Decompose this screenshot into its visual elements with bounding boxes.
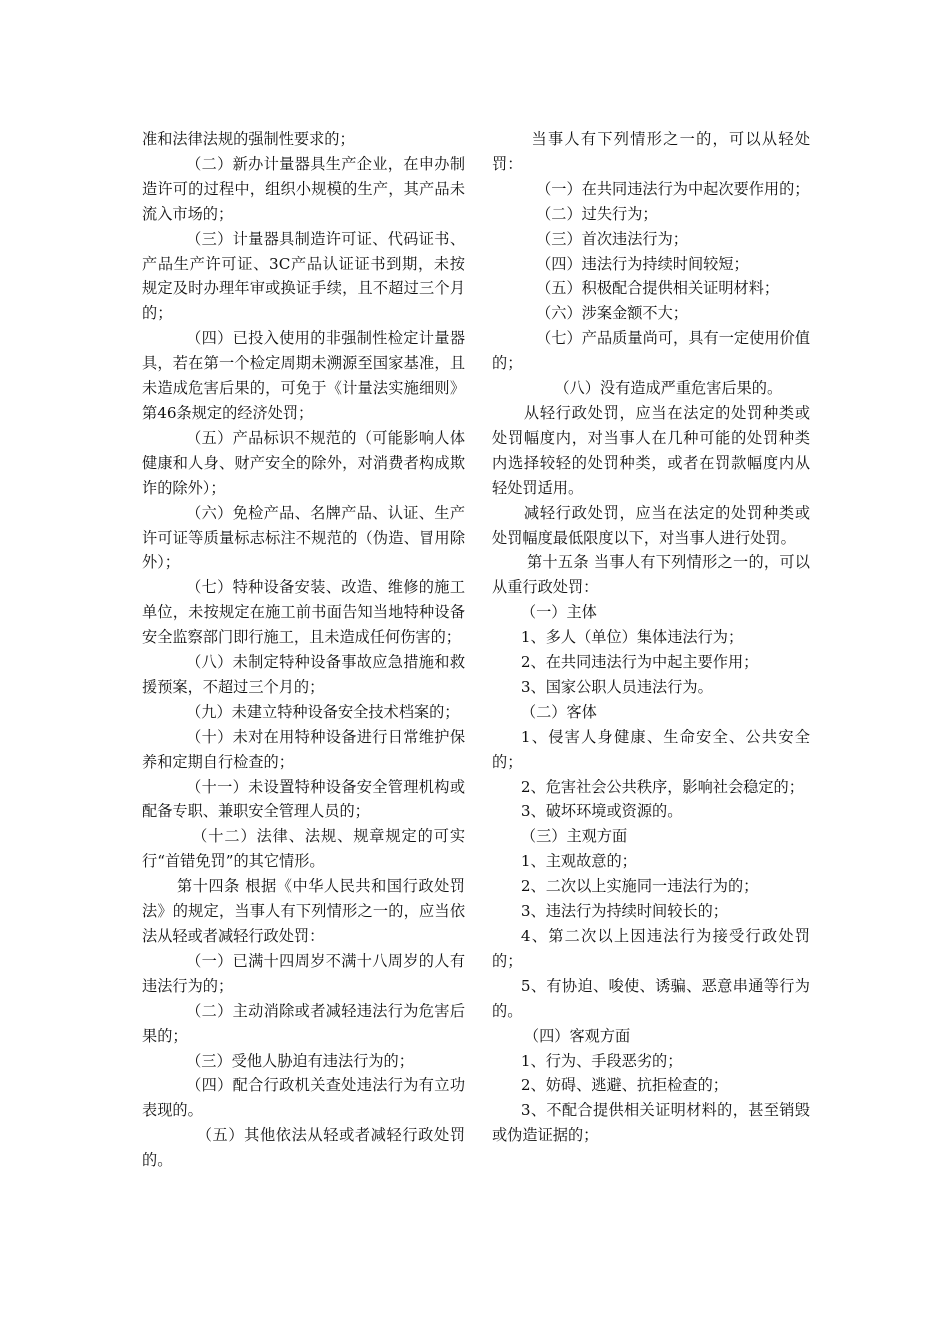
list-item: 3、破坏环境或资源的。: [520, 802, 683, 821]
list-item: 2、在共同违法行为中起主要作用；: [520, 653, 759, 672]
paragraph: （十）未对在用特种设备进行日常维护保养和定期自行检查的；: [142, 727, 465, 771]
list-item: 4、第二次以上因违法行为接受行政处罚的；: [492, 927, 810, 970]
paragraph: （五）积极配合提供相关证明材料；: [536, 279, 780, 298]
paragraph: （六）免检产品、名牌产品、认证、生产许可证等质量标志标注不规范的（伪造、冒用除外）；: [142, 503, 465, 572]
paragraph: （一）在共同违法行为中起次要作用的；: [536, 179, 810, 198]
article-heading: 第十五条 当事人有下列情形之一的，可以从重行政处罚：: [492, 553, 810, 597]
paragraph: （四）违法行为持续时间较短；: [536, 254, 749, 273]
list-item: 2、二次以上实施同一违法行为的；: [520, 877, 759, 896]
paragraph: （四）配合行政机关查处违法行为有立功表现的。: [142, 1076, 465, 1120]
list-item: 1、行为、手段恶劣的；: [520, 1051, 683, 1070]
list-item: 1、侵害人身健康、生命安全、公共安全的；: [492, 727, 810, 771]
paragraph: （五）产品标识不规范的（可能影响人体健康和人身、财产安全的除外，对消费者构成欺诈的除外）；: [142, 428, 465, 497]
paragraph: （五）其他依法从轻或者减轻行政处罚的。: [142, 1126, 465, 1170]
paragraph: 当事人有下列情形之一的，可以从轻处罚：: [492, 130, 810, 173]
list-item: 5、有协迫、唆使、诱骗、恶意串通等行为的。: [492, 976, 810, 1020]
list-item: 1、多人（单位）集体违法行为；: [520, 628, 744, 647]
list-item: 3、违法行为持续时间较长的；: [520, 902, 728, 921]
section-heading: （三）主观方面: [520, 827, 628, 846]
paragraph: （六）涉案金额不大；: [536, 304, 688, 323]
list-item: 3、不配合提供相关证明材料的，甚至销毁或伪造证据的；: [492, 1101, 810, 1145]
paragraph: （十一）未设置特种设备安全管理机构或配备专职、兼职安全管理人员的；: [142, 777, 465, 821]
paragraph: （二）主动消除或者减轻违法行为危害后果的；: [142, 1001, 465, 1045]
paragraph: 减轻行政处罚，应当在法定的处罚种类或处罚幅度最低限度以下，对当事人进行处罚。: [492, 503, 810, 547]
paragraph: （十二）法律、法规、规章规定的可实行“首错免罚”的其它情形。: [142, 827, 465, 871]
paragraph: （七）产品质量尚可，具有一定使用价值的；: [492, 329, 810, 373]
paragraph: （八）未制定特种设备事故应急措施和救援预案，不超过三个月的；: [142, 653, 465, 696]
right-column: [492, 127, 810, 1148]
paragraph: （二）过失行为；: [536, 204, 658, 223]
paragraph: 从轻行政处罚，应当在法定的处罚种类或处罚幅度内，对当事人在几种可能的处罚种类内选择较轻的处罚种类，或者在罚款幅度内从轻处罚适用。: [492, 403, 810, 497]
paragraph: （二）新办计量器具生产企业，在申办制造许可的过程中，组织小规模的生产，其产品未流入市场的；: [142, 154, 465, 223]
paragraph: （七）特种设备安装、改造、维修的施工单位，未按规定在施工前书面告知当地特种设备安全监察部门即行施工，且未造成任何伤害的；: [142, 578, 465, 647]
list-item: 2、危害社会公共秩序，影响社会稳定的；: [520, 777, 804, 796]
left-column: [142, 127, 465, 1173]
section-heading: （一）主体: [520, 603, 597, 622]
paragraph: （三）受他人胁迫有违法行为的；: [186, 1051, 414, 1070]
paragraph: （四）已投入使用的非强制性检定计量器具，若在第一个检定周期未溯源至国家基准，且未造成危害后果的，可免于《计量法实施细则》第46条规定的经济处罚；: [142, 329, 465, 422]
list-item: 1、主观故意的；: [520, 852, 637, 871]
section-heading: （二）客体: [520, 702, 597, 721]
paragraph: （八）没有造成严重危害后果的。: [554, 379, 783, 398]
article-heading: 第十四条 根据《中华人民共和国行政处罚法》的规定，当事人有下列情形之一的，应当依法从轻或者减轻行政处罚：: [142, 877, 465, 945]
paragraph: 准和法律法规的强制性要求的；: [142, 130, 355, 148]
paragraph: （一）已满十四周岁不满十八周岁的人有违法行为的；: [142, 951, 465, 995]
paragraph: （三）计量器具制造许可证、代码证书、产品生产许可证、3C产品认证证书到期，未按规定及时办理年审或换证手续，且不超过三个月的；: [142, 229, 465, 323]
paragraph: （三）首次违法行为；: [536, 229, 688, 248]
paragraph: （九）未建立特种设备安全技术档案的；: [186, 702, 460, 721]
list-item: 3、国家公职人员违法行为。: [520, 677, 713, 696]
list-item: 2、妨碍、逃避、抗拒检查的；: [520, 1076, 728, 1095]
section-heading: （四）客观方面: [523, 1026, 631, 1045]
